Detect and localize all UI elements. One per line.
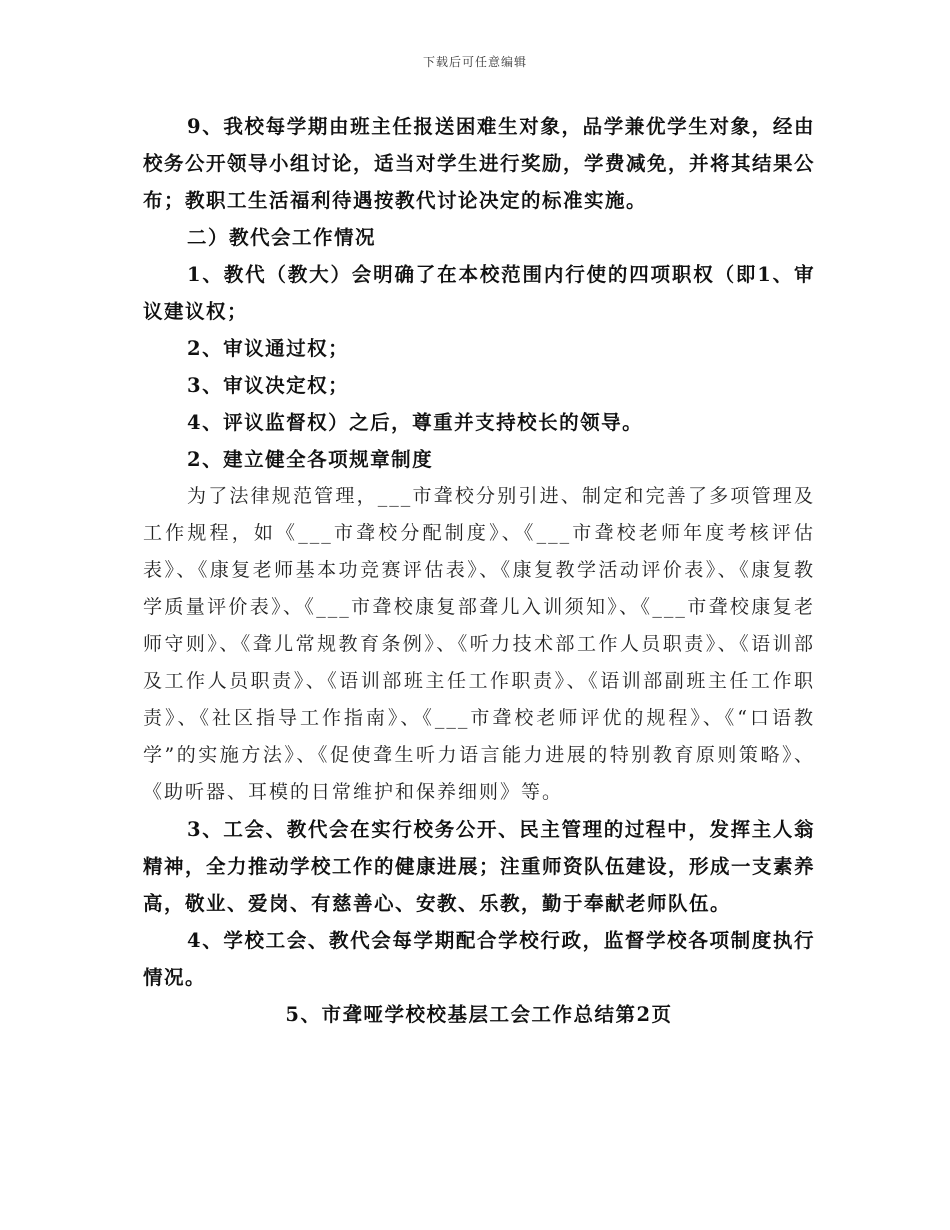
document-body: [143, 108, 815, 1033]
section-heading-regulations: 2、建立健全各项规章制度: [187, 448, 434, 471]
paragraph-supervision: 4、学校工会、教代会每学期配合学校行政，监督学校各项制度执行情况。: [143, 929, 815, 989]
paragraph-regulations-list: 为了法律规范管理，___市聋校分别引进、制定和完善了多项管理及工作规程，如《___市聋校分配制度》、《___市聋校老师年度考核评估表》、《康复老师基本功竞赛评估表》、《康复教学活动评价表》、《康复教学质量评价表》、《___市聋校康复部聋儿入训须知》、《___市聋校康复老师守则》、《聋儿常规教育条例》、《听力技术部工作人员职责》、《语训部及工作人员职责》、《语训部班主任工作职责》、《语训部副班主任工作职责》、《社区指导工作指南》、《___市聋校老师评优的规程》、《“口语教学”的实施方法》、《促使聋生听力语言能力进展的特别教育原则策略》、《助听器、耳模的日常维护和保养细则》等。: [143, 485, 815, 803]
page-title-footer: 5、市聋哑学校校基层工会工作总结第2页: [285, 1003, 673, 1026]
paragraph-power-2: 2、审议通过权；: [187, 337, 350, 360]
paragraph-power-3: 3、审议决定权；: [187, 374, 350, 397]
paragraph-democratic-management: 3、工会、教代会在实行校务公开、民主管理的过程中，发挥主人翁精神，全力推动学校工作的健康进展；注重师资队伍建设，形成一支素养高，敬业、爱岗、有慈善心、安教、乐教，勤于奉献老师队伍。: [143, 818, 816, 915]
paragraph-scholarship-policy: 9、我校每学期由班主任报送困难生对象，品学兼优学生对象，经由校务公开领导小组讨论，适当对学生进行奖励，学费减免，并将其结果公布；教职工生活福利待遇按教代讨论决定的标准实施。: [143, 115, 816, 212]
section-heading-staff-congress: 二）教代会工作情况: [187, 226, 377, 249]
paragraph-powers-intro: 1、教代（教大）会明确了在本校范围内行使的四项职权（即1、审议建议权；: [143, 263, 815, 323]
page-header: 下载后可任意编辑: [422, 55, 527, 69]
paragraph-power-4: 4、评议监督权）之后，尊重并支持校长的领导。: [187, 411, 644, 434]
